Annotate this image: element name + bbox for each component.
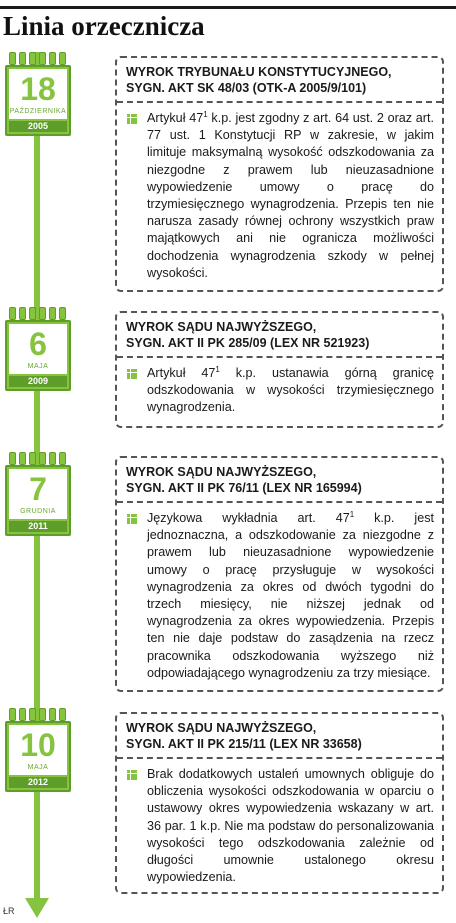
grid-bullet-icon <box>127 114 137 124</box>
date-day: 18 <box>20 71 56 107</box>
calendar-icon <box>5 452 71 536</box>
grid-bullet-icon <box>127 369 137 379</box>
ruling-text: Artykuł $47^1$ k.p. jest zgodny z art. 64 ust. 2 oraz art. 77 ust. 1 Konstytucji RP w zakresie, w jakim limituje maksymalną wysokość odszkodowania za niezgodne z prawem lub nieuzasadnione wypowiedzenie umowy o pracę do trzymiesięcznego wynagrodzenia. Przepis ten nie narusza zasady równej ochrony wszystkich praw majątkowych ani nie ogranicza możliwości dochodzenia wynagrodzenia szkody w pełnej wysokości. <box>117 103 442 288</box>
date-year: 2009 <box>9 376 67 387</box>
top-rule <box>0 6 456 9</box>
date-day: 7 <box>29 471 47 507</box>
author-credit: ŁR <box>3 906 15 916</box>
ruling-heading: WYROK SĄDU NAJWYŻSZEGO, SYGN. AKT II PK 285/09 (LEX NR 521923) <box>126 320 370 350</box>
ruling-card <box>115 56 444 292</box>
ruling-text: Językowa wykładnia art. $47^1$ k.p. jest jednoznaczna, a odszkodowanie za niezgodne z prawem lub nieuzasadnione wypowiedzenie umowy o pracę przysługuje w wysokości wynagrodzenia za okres od dwóch tygodni do trzech miesięcy, nie niższej jednak od wynagrodzenia za okres wypowiedzenia. Przepis ten nie daje podstaw do zasądzenia na rzecz pracownika odszkodowania wyższego niż odpowiadającego wynagrodzeniu za trzy miesiące. <box>117 503 442 688</box>
date-month: MAJA <box>27 764 49 771</box>
ruling-heading: WYROK SĄDU NAJWYŻSZEGO, SYGN. AKT II PK 76/11 (LEX NR 165994) <box>126 465 362 495</box>
date-month: MAJA <box>27 363 49 370</box>
date-day: 10 <box>20 727 56 763</box>
date-year: 2012 <box>9 777 67 788</box>
grid-bullet-icon <box>127 514 137 524</box>
date-month: GRUDNIA <box>20 508 56 515</box>
calendar-icon <box>5 708 71 792</box>
ruling-card <box>115 311 444 428</box>
ruling-text: Artykuł $47^1$ k.p. ustanawia górną granicę odszkodowania w wysokości trzymiesięcznego wynagrodzenia. <box>117 358 442 423</box>
ruling-heading: WYROK TRYBUNAŁU KONSTYTUCYJNEGO, SYGN. AKT SK 48/03 (OTK-A 2005/9/101) <box>126 65 392 95</box>
date-year: 2005 <box>9 121 67 132</box>
ruling-text: Brak dodatkowych ustaleń umownych obliguje do obliczenia wysokości odszkodowania w oparciu o ustawowy okres wypowiedzenia wskazany w art. 36 par. 1 k.p. Nie ma podstaw do personalizowania wysokości tego odszkodowania zależnie od długości umownie ustalonego okresu wypowiedzenia. <box>117 759 442 892</box>
grid-bullet-icon <box>127 770 137 780</box>
date-day: 6 <box>29 326 47 362</box>
calendar-icon <box>5 52 71 136</box>
ruling-heading: WYROK SĄDU NAJWYŻSZEGO, SYGN. AKT II PK 215/11 (LEX NR 33658) <box>126 721 362 751</box>
timeline-arrow-icon <box>25 898 49 918</box>
page-title: Linia orzecznicza <box>3 11 205 41</box>
date-month: PAŹDZIERNIKA <box>9 108 67 115</box>
ruling-card <box>115 456 444 692</box>
ruling-card <box>115 712 444 894</box>
date-year: 2011 <box>9 521 67 532</box>
calendar-icon <box>5 307 71 391</box>
